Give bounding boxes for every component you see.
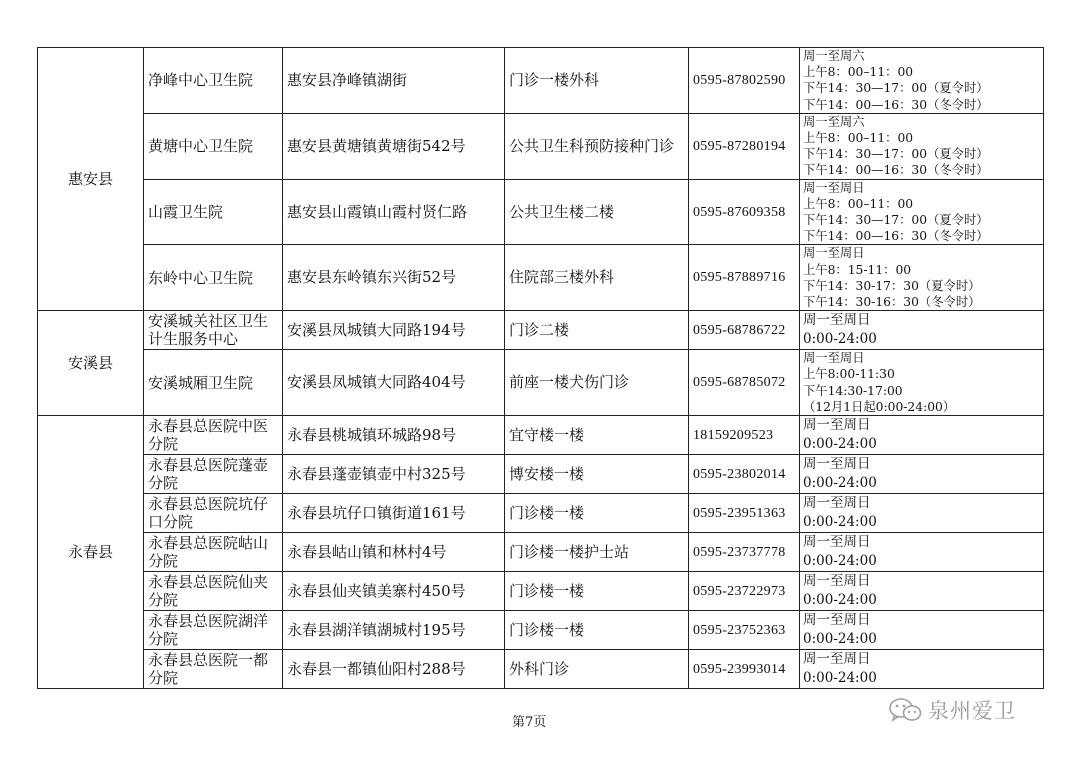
table-row bbox=[38, 311, 1044, 350]
hours-line: 周一至周日 bbox=[803, 180, 865, 195]
table-row bbox=[38, 650, 1044, 689]
hours-line: 周一至周日 bbox=[803, 246, 865, 261]
service-hours bbox=[800, 533, 1044, 572]
hours-line: 下午14：30-17：30（夏令时） bbox=[803, 278, 981, 293]
department: 门诊楼一楼护士站 bbox=[505, 533, 689, 572]
address: 惠安县东岭镇东兴街52号 bbox=[283, 245, 505, 311]
department: 门诊一楼外科 bbox=[505, 48, 689, 114]
hours-line: 周一至周日 bbox=[803, 417, 871, 434]
address: 惠安县山霞镇山霞村贤仁路 bbox=[283, 179, 505, 245]
hours-line: 周一至周日 bbox=[803, 312, 871, 329]
table-row bbox=[38, 113, 1044, 179]
table-row bbox=[38, 572, 1044, 611]
service-hours bbox=[800, 650, 1044, 689]
hours-line: （12月1日起0:00-24:00） bbox=[803, 399, 956, 414]
service-hours bbox=[800, 48, 1044, 114]
hours-line: 周一至周日 bbox=[803, 456, 871, 473]
service-hours bbox=[800, 113, 1044, 179]
hours-line: 周一至周日 bbox=[803, 351, 865, 366]
department: 前座一楼犬伤门诊 bbox=[505, 350, 689, 416]
hours-line: 周一至周日 bbox=[803, 651, 871, 668]
hours-line: 0:00-24:00 bbox=[803, 631, 877, 648]
hospital-name: 山霞卫生院 bbox=[144, 179, 283, 245]
phone-number: 0595-68786722 bbox=[689, 311, 800, 350]
hours-line: 0:00-24:00 bbox=[803, 514, 877, 531]
table-row bbox=[38, 48, 1044, 114]
hospital-name: 永春县总医院一都分院 bbox=[144, 650, 283, 689]
service-hours bbox=[800, 572, 1044, 611]
service-hours bbox=[800, 494, 1044, 533]
hours-line: 周一至周日 bbox=[803, 534, 871, 551]
address: 安溪县凤城镇大同路404号 bbox=[283, 350, 505, 416]
table-row bbox=[38, 455, 1044, 494]
hours-line: 0:00-24:00 bbox=[803, 553, 877, 570]
department: 住院部三楼外科 bbox=[505, 245, 689, 311]
address: 永春县岵山镇和林村4号 bbox=[283, 533, 505, 572]
hours-line: 0:00-24:00 bbox=[803, 331, 877, 348]
department: 公共卫生楼二楼 bbox=[505, 179, 689, 245]
hours-line: 0:00-24:00 bbox=[803, 436, 877, 453]
hours-line: 0:00-24:00 bbox=[803, 475, 877, 492]
table-row bbox=[38, 245, 1044, 311]
hours-line: 下午14:30-17:00 bbox=[803, 383, 903, 398]
department: 外科门诊 bbox=[505, 650, 689, 689]
watermark-text: 泉州爱卫 bbox=[928, 699, 1016, 723]
hours-line: 0:00-24:00 bbox=[803, 670, 877, 687]
hospital-name: 永春县总医院蓬壶分院 bbox=[144, 455, 283, 494]
hours-line: 上午8：00–11：00 bbox=[803, 65, 914, 80]
address: 惠安县净峰镇湖街 bbox=[283, 48, 505, 114]
phone-number: 0595-68785072 bbox=[689, 350, 800, 416]
phone-number: 0595-87280194 bbox=[689, 113, 800, 179]
hours-line: 下午14：30—17：00（夏令时） bbox=[803, 147, 989, 162]
clinic-table bbox=[37, 47, 1044, 689]
table-row bbox=[38, 350, 1044, 416]
department: 公共卫生科预防接种门诊 bbox=[505, 113, 689, 179]
watermark bbox=[888, 695, 1016, 725]
table-row bbox=[38, 533, 1044, 572]
phone-number: 0595-23737778 bbox=[689, 533, 800, 572]
hours-line: 0:00-24:00 bbox=[803, 592, 877, 609]
service-hours bbox=[800, 245, 1044, 311]
phone-number: 0595-23951363 bbox=[689, 494, 800, 533]
hospital-name: 永春县总医院仙夹分院 bbox=[144, 572, 283, 611]
phone-number: 0595-23802014 bbox=[689, 455, 800, 494]
address: 永春县蓬壶镇壶中村325号 bbox=[283, 455, 505, 494]
phone-number: 0595-87889716 bbox=[689, 245, 800, 311]
hours-line: 下午14：00—16：30（冬令时） bbox=[803, 163, 989, 178]
department: 门诊二楼 bbox=[505, 311, 689, 350]
department: 宜守楼一楼 bbox=[505, 416, 689, 455]
address: 永春县一都镇仙阳村288号 bbox=[283, 650, 505, 689]
hours-line: 上午8：00–11：00 bbox=[803, 196, 914, 211]
department: 门诊楼一楼 bbox=[505, 494, 689, 533]
phone-number: 0595-87609358 bbox=[689, 179, 800, 245]
address: 永春县桃城镇环城路98号 bbox=[283, 416, 505, 455]
hours-line: 周一至周日 bbox=[803, 612, 871, 629]
service-hours bbox=[800, 455, 1044, 494]
address: 安溪县凤城镇大同路194号 bbox=[283, 311, 505, 350]
county-name: 安溪县 bbox=[38, 311, 144, 416]
table-row bbox=[38, 611, 1044, 650]
hospital-name: 永春县总医院岵山分院 bbox=[144, 533, 283, 572]
hours-line: 下午14：00—16：30（冬令时） bbox=[803, 229, 989, 244]
county-name: 惠安县 bbox=[38, 48, 144, 311]
table-row bbox=[38, 179, 1044, 245]
hospital-name: 永春县总医院坑仔口分院 bbox=[144, 494, 283, 533]
hours-line: 上午8：15-11：00 bbox=[803, 262, 912, 277]
hours-line: 下午14：30-16：30（冬令时） bbox=[803, 295, 981, 310]
phone-number: 18159209523 bbox=[689, 416, 800, 455]
department: 博安楼一楼 bbox=[505, 455, 689, 494]
address: 永春县湖洋镇湖城村195号 bbox=[283, 611, 505, 650]
hours-line: 上午8：00–11：00 bbox=[803, 131, 914, 146]
hours-line: 下午14：30—17：00（夏令时） bbox=[803, 81, 989, 96]
hospital-name: 永春县总医院中医分院 bbox=[144, 416, 283, 455]
service-hours bbox=[800, 611, 1044, 650]
department: 门诊楼一楼 bbox=[505, 611, 689, 650]
phone-number: 0595-23722973 bbox=[689, 572, 800, 611]
hospital-name: 黄塘中心卫生院 bbox=[144, 113, 283, 179]
hospital-name: 净峰中心卫生院 bbox=[144, 48, 283, 114]
hospital-name: 永春县总医院湖洋分院 bbox=[144, 611, 283, 650]
hours-line: 上午8:00-11:30 bbox=[803, 367, 895, 382]
hospital-name: 安溪城厢卫生院 bbox=[144, 350, 283, 416]
phone-number: 0595-23752363 bbox=[689, 611, 800, 650]
department: 门诊楼一楼 bbox=[505, 572, 689, 611]
service-hours bbox=[800, 179, 1044, 245]
hospital-name: 东岭中心卫生院 bbox=[144, 245, 283, 311]
county-name: 永春县 bbox=[38, 416, 144, 689]
table-row bbox=[38, 494, 1044, 533]
hours-line: 下午14：00—16：30（冬令时） bbox=[803, 97, 989, 112]
phone-number: 0595-87802590 bbox=[689, 48, 800, 114]
hours-line: 周一至周六 bbox=[803, 114, 865, 129]
hours-line: 周一至周日 bbox=[803, 495, 871, 512]
address: 惠安县黄塘镇黄塘街542号 bbox=[283, 113, 505, 179]
phone-number: 0595-23993014 bbox=[689, 650, 800, 689]
hours-line: 下午14：30—17：00（夏令时） bbox=[803, 213, 989, 228]
page-number: 第7页 bbox=[512, 715, 547, 730]
service-hours bbox=[800, 311, 1044, 350]
hours-line: 周一至周六 bbox=[803, 49, 865, 63]
wechat-icon bbox=[888, 697, 922, 723]
hospital-name: 安溪城关社区卫生计生服务中心 bbox=[144, 311, 283, 350]
service-hours bbox=[800, 416, 1044, 455]
service-hours bbox=[800, 350, 1044, 416]
address: 永春县仙夹镇美寨村450号 bbox=[283, 572, 505, 611]
address: 永春县坑仔口镇街道161号 bbox=[283, 494, 505, 533]
table-row bbox=[38, 416, 1044, 455]
hours-line: 周一至周日 bbox=[803, 573, 871, 590]
